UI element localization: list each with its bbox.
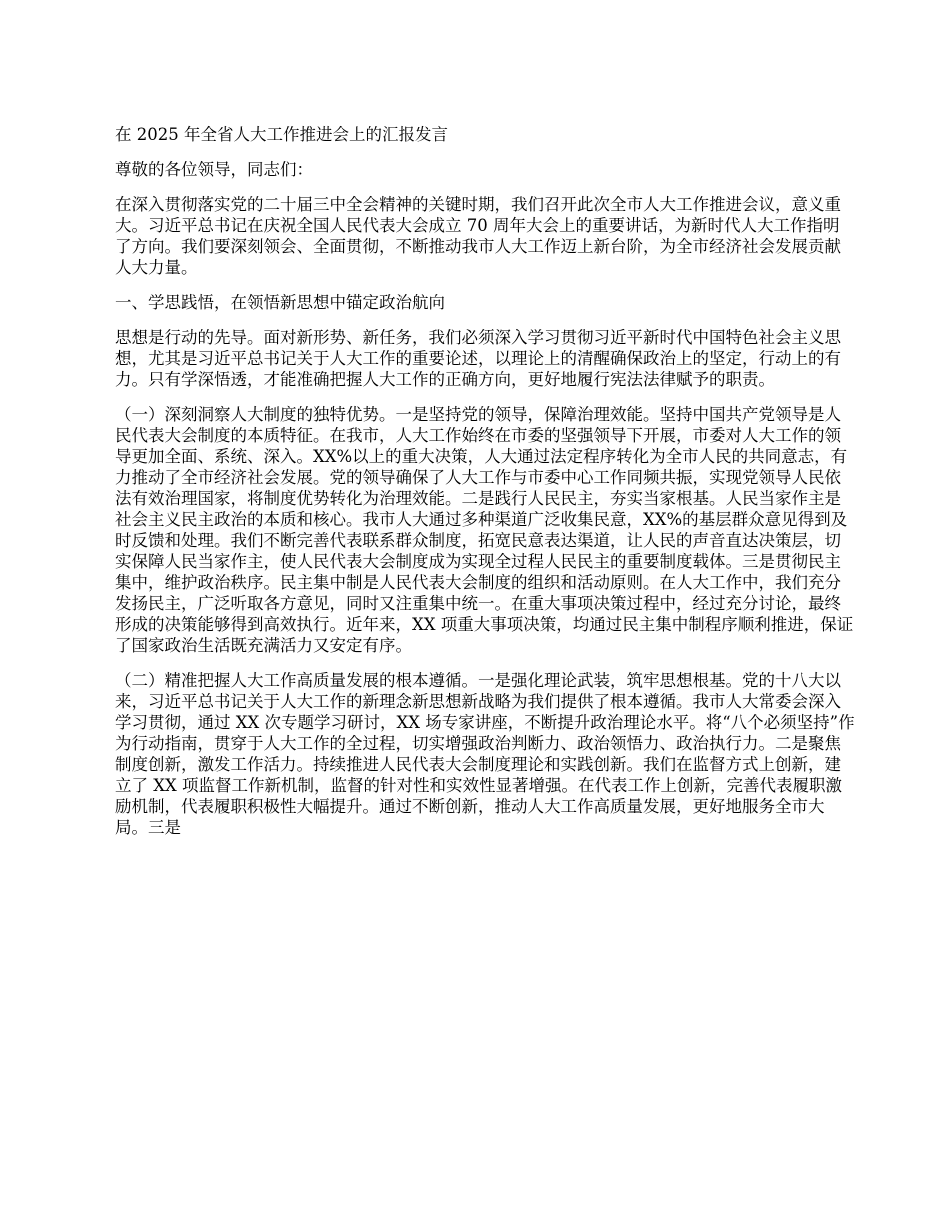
subsection-1-paragraph: （一）深刻洞察人大制度的独特优势。一是坚持党的领导，保障治理效能。坚持中国共产党领导是人民代表大会制度的本质特征。在我市，人大工作始终在市委的坚强领导下开展，市委对人大工作的领导更加全面、系统、深入。XX%以上的重大决策，人大通过法定程序转化为全市人民的共同意志，有力推动了全市经济社会发展。党的领导确保了人大工作与市委中心工作同频共振，实现党领导人民依法有效治理国家，将制度优势转化为治理效能。二是践行人民民主，夯实当家根基。人民当家作主是社会主义民主政治的本质和核心。我市人大通过多种渠道广泛收集民意，XX%的基层群众意见得到及时反馈和处理。我们不断完善代表联系群众制度，拓宽民意表达渠道，让人民的声音直达决策层，切实保障人民当家作主，使人民代表大会制度成为实现全过程人民民主的重要制度载体。三是贯彻民主集中，维护政治秩序。民主集中制是人民代表大会制度的组织和活动原则。在人大工作中，我们充分发扬民主，广泛听取各方意见，同时又注重集中统一。在重大事项决策过程中，经过充分讨论，最终形成的决策能够得到高效执行。近年来，XX 项重大事项决策，均通过民主集中制程序顺利推进，保证了国家政治生活既充满活力又安定有序。 xyxy=(115,405,854,655)
document-page xyxy=(115,124,855,852)
document-title: 在 2025 年全省人大工作推进会上的汇报发言 xyxy=(115,125,448,144)
intro-paragraph: 在深入贯彻落实党的二十届三中全会精神的关键时期，我们召开此次全市人大工作推进会议，意义重大。习近平总书记在庆祝全国人民代表大会成立 70 周年大会上的重要讲话，为新时代人大工作指明了方向。我们要深刻领会、全面贯彻，不断推动我市人大工作迈上新台阶，为全市经济社会发展贡献人大力量。 xyxy=(115,195,841,277)
section-1-paragraph: 思想是行动的先导。面对新形势、新任务，我们必须深入学习贯彻习近平新时代中国特色社会主义思想，尤其是习近平总书记关于人大工作的重要论述，以理论上的清醒确保政治上的坚定，行动上的有力。只有学深悟透，才能准确把握人大工作的正确方向，更好地履行宪法法律赋予的职责。 xyxy=(115,328,841,389)
subsection-2-paragraph: （二）精准把握人大工作高质量发展的根本遵循。一是强化理论武装，筑牢思想根基。党的十八大以来，习近平总书记关于人大工作的新理念新思想新战略为我们提供了根本遵循。我市人大常委会深入学习贯彻，通过 XX 次专题学习研讨，XX 场专家讲座，不断提升政治理论水平。将“八个必须坚持”作为行动指南，贯穿于人大工作的全过程，切实增强政治判断力、政治领悟力、政治执行力。二是聚焦制度创新，激发工作活力。持续推进人民代表大会制度理论和实践创新。我们在监督方式上创新，建立了 XX 项监督工作新机制，监督的针对性和实效性显著增强。在代表工作上创新，完善代表履职激励机制，代表履职积极性大幅提升。通过不断创新，推动人大工作高质量发展，更好地服务全市大局。三是 xyxy=(115,671,855,837)
section-heading-1: 一、学思践悟，在领悟新思想中锚定政治航向 xyxy=(115,293,445,312)
greeting: 尊敬的各位领导，同志们： xyxy=(115,160,313,179)
